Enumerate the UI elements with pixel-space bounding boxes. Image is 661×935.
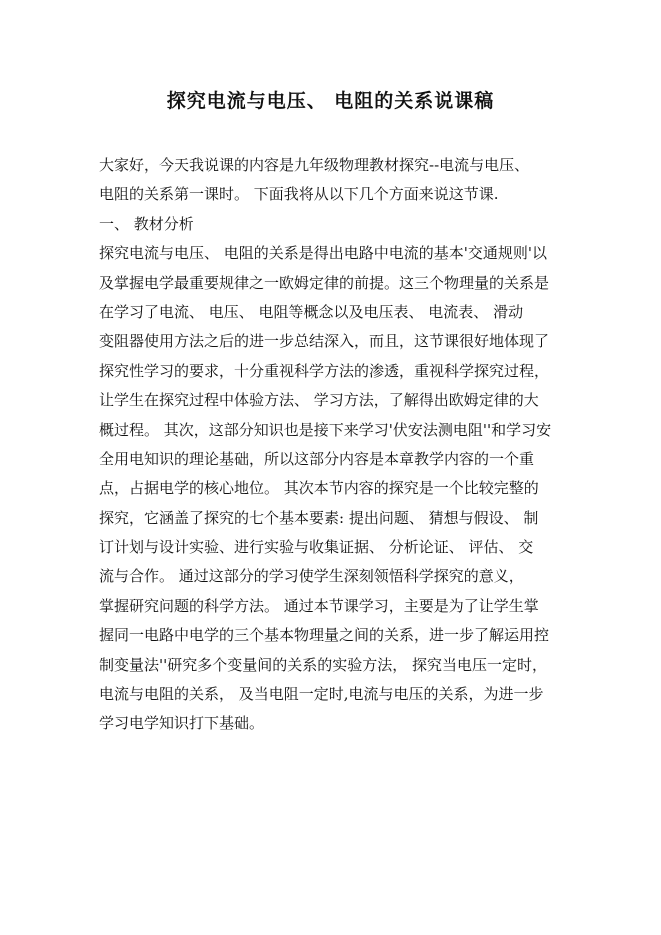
paragraph-line: 大家好，今天我说课的内容是九年级物理教材探究--电流与电压、 — [99, 156, 530, 174]
paragraph-line: 变阻器使用方法之后的进一步总结深入，而且，这节课很好地体现了 — [99, 332, 550, 351]
paragraph-line: 全用电知识的理论基础，所以这部分内容是本章教学内容的一个重 — [99, 449, 535, 468]
paragraph-line: 让学生在探究过程中体验方法、 学习方法，了解得出欧姆定律的大 — [99, 391, 539, 410]
paragraph-line: 探究电流与电压、 电阻的关系是得出电路中电流的基本'交通规则'以 — [99, 244, 548, 263]
paragraph-line: 握同一电路中电学的三个基本物理量之间的关系，进一步了解运用控 — [99, 626, 550, 645]
paragraph-line: 学习电学知识打下基础。 — [99, 714, 265, 733]
paragraph-line: 制变量法''研究多个变量间的关系的实验方法， 探究当电压一定时， — [99, 655, 548, 674]
paragraph-line: 探究性学习的要求，十分重视科学方法的渗透，重视科学探究过程， — [99, 361, 550, 380]
document-title: 探究电流与电压、 电阻的关系说课稿 — [166, 90, 495, 112]
paragraph-line: 概过程。 其次，这部分知识也是接下来学习'伏安法测电阻''和学习安 — [99, 420, 552, 439]
paragraph-line: 探究，它涵盖了探究的七个基本要素: 提出问题、 猜想与假设、 制 — [99, 508, 539, 527]
paragraph-line: 订计划与设计实验、进行实验与收集证据、 分析论证、 评估、 交 — [99, 538, 534, 557]
paragraph-line: 及掌握电学最重要规律之一欧姆定律的前提。这三个物理量的关系是 — [99, 273, 550, 292]
document-body — [99, 151, 569, 739]
paragraph-line: 电流与电阻的关系， 及当电阻一定时,电流与电压的关系，为进一步 — [99, 685, 544, 704]
paragraph-line: 流与合作。 通过这部分的学习使学生深刻领悟科学探究的意义， — [99, 567, 524, 586]
paragraph-line: 在学习了电流、 电压、 电阻等概念以及电压表、 电流表、 滑动 — [99, 302, 524, 321]
paragraph-line: 电阻的关系第一课时。 下面我将从以下几个方面来说这节课. — [99, 185, 499, 204]
paragraph-line: 点，占据电学的核心地位。 其次本节内容的探究是一个比较完整的 — [99, 479, 539, 498]
paragraph-line: 掌握研究问题的科学方法。 通过本节课学习，主要是为了让学生掌 — [99, 596, 539, 615]
section-heading: 一、 教材分析 — [99, 214, 194, 233]
